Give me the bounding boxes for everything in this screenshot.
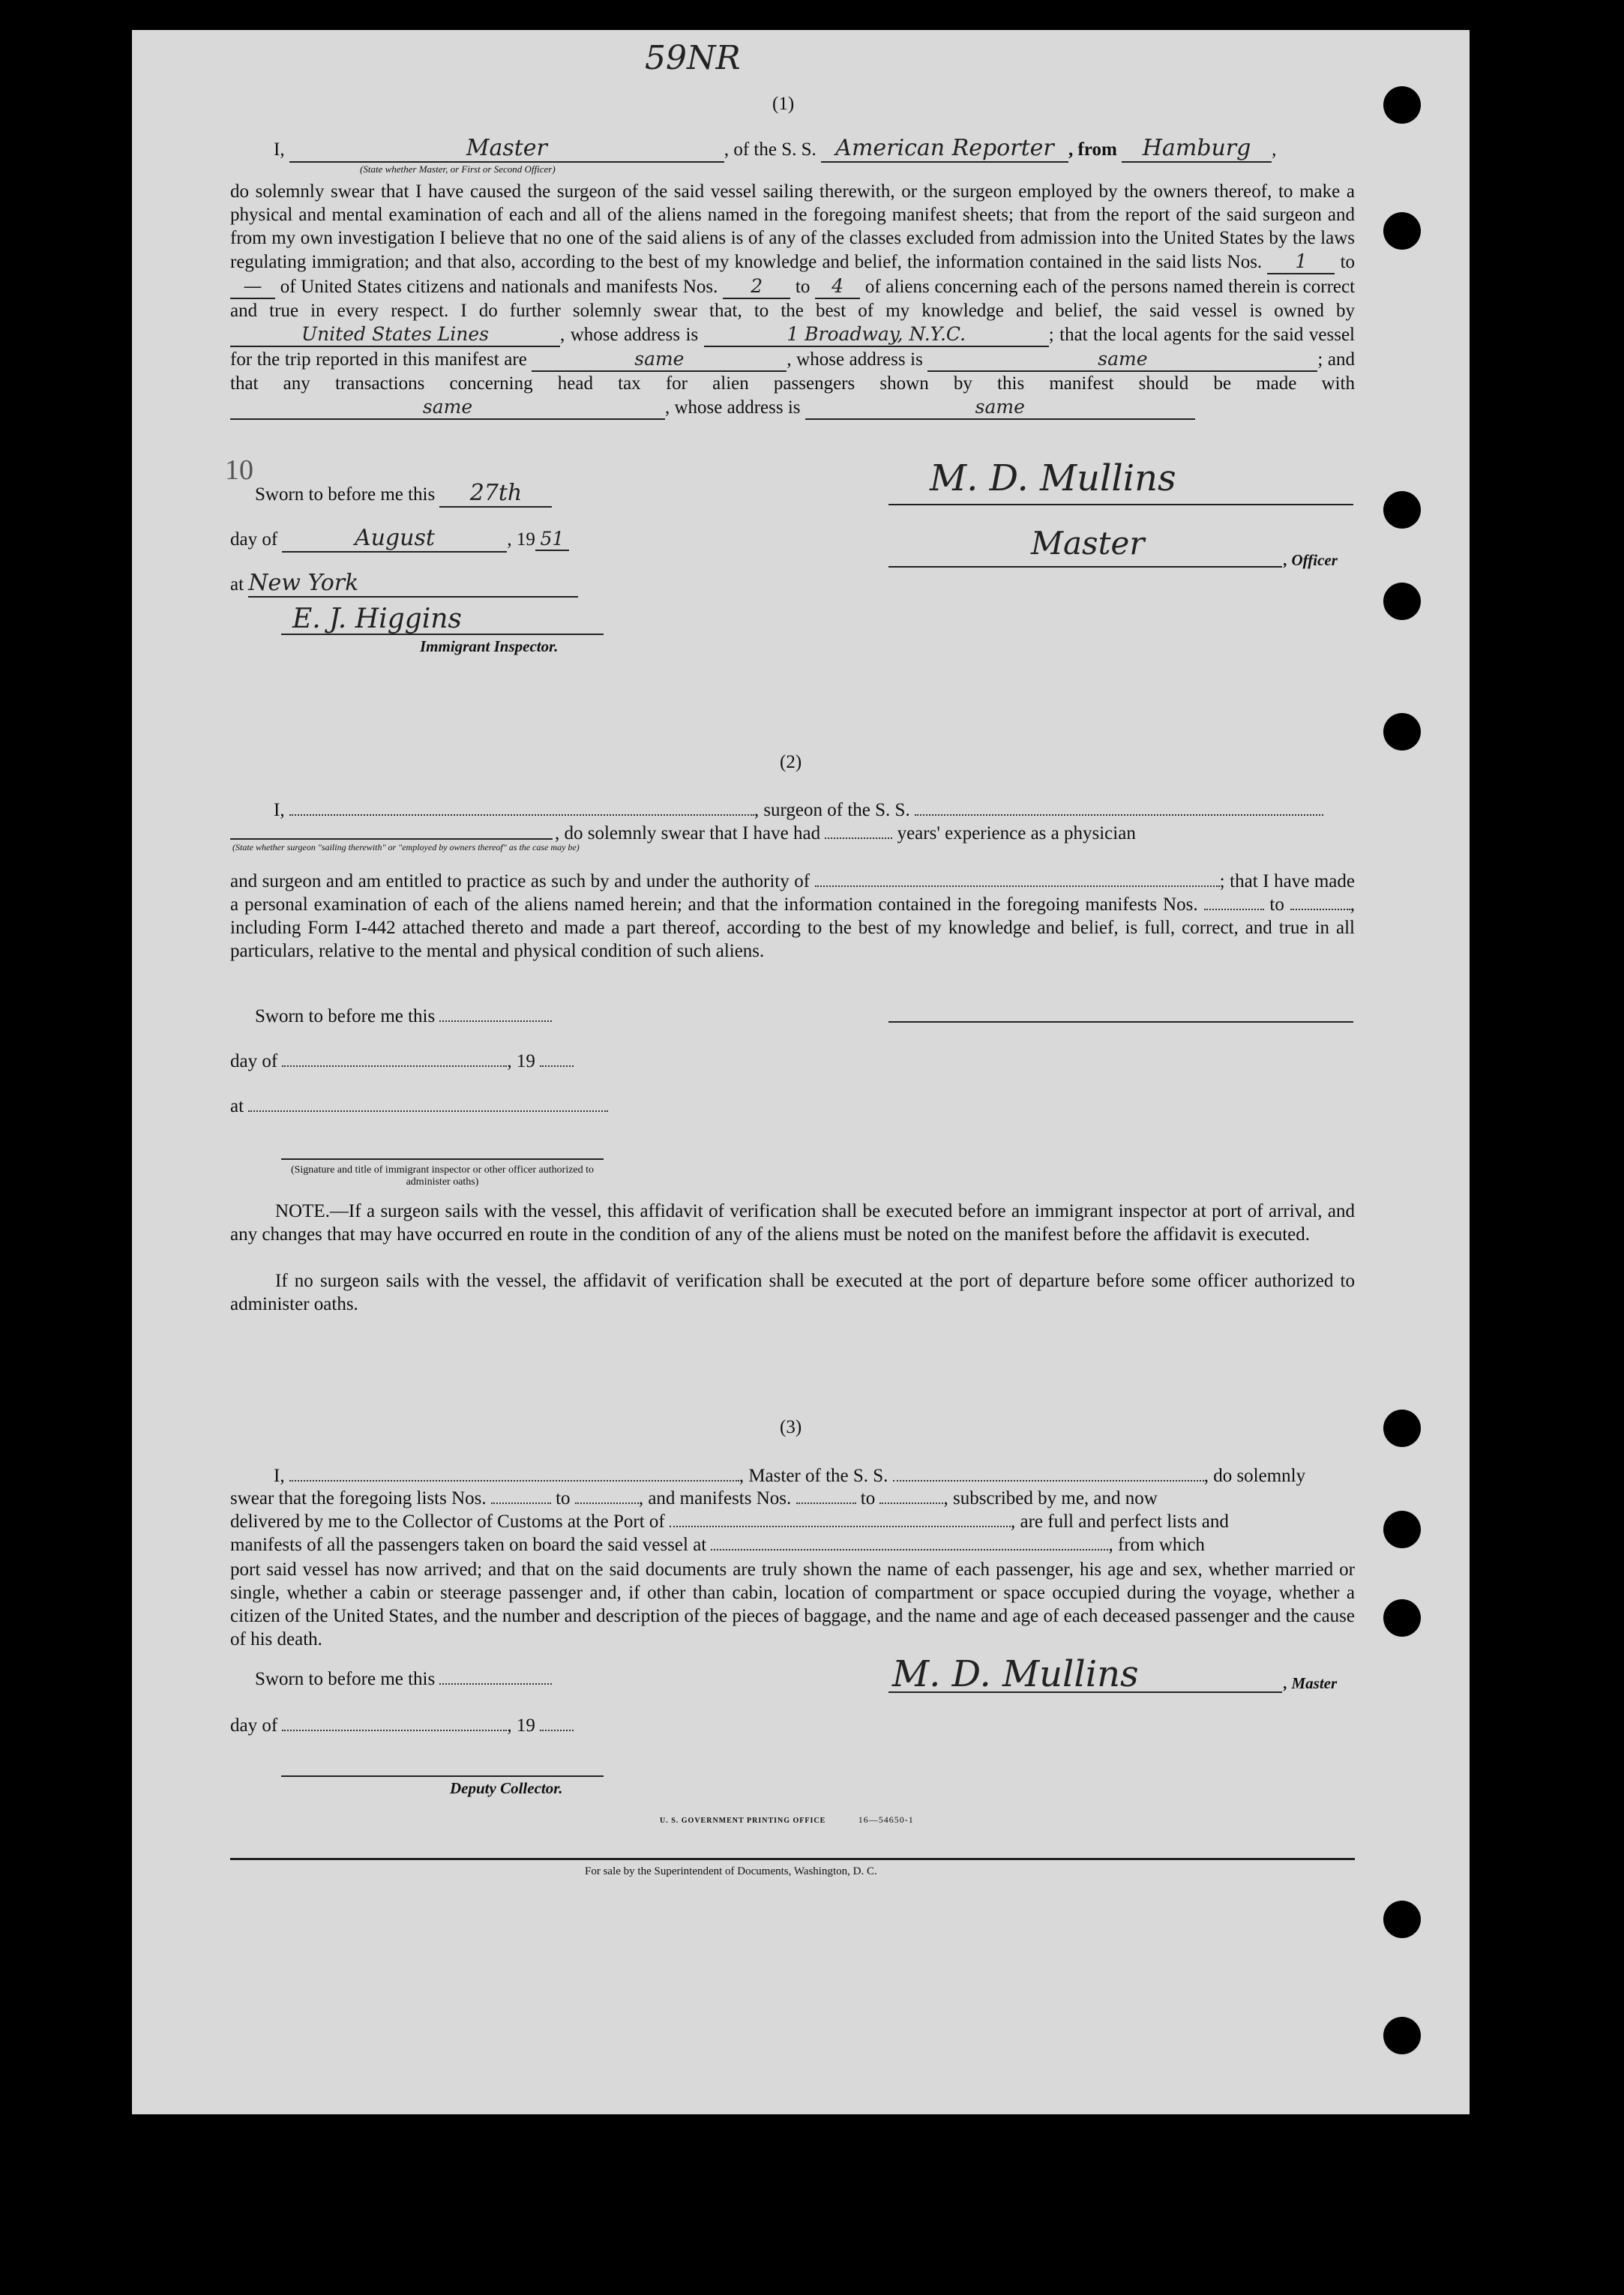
handwritten-stamp: 59NR: [645, 39, 741, 77]
s2-signature-caption: (Signature and title of immigrant inspector or other officer authorized to administer oaths): [290, 1164, 595, 1188]
binder-hole: [1383, 1511, 1421, 1548]
to-word: to: [1269, 894, 1284, 915]
binder-hole: [1383, 583, 1421, 620]
port-from-field: Hamburg: [1122, 135, 1272, 163]
collector-line: [281, 1775, 604, 1777]
note-paragraph-2: [230, 1269, 1355, 1316]
owner-field: United States Lines: [230, 322, 560, 347]
section-1-body: [230, 180, 1355, 420]
s3-lists-to: [575, 1503, 639, 1504]
s2-place-field: [248, 1110, 608, 1112]
officer-caption: , Officer: [1284, 551, 1338, 569]
s3-text: , from which: [1108, 1535, 1205, 1555]
s3-text: , subscribed by me, and now: [943, 1488, 1158, 1509]
inspector-signature-line: [281, 634, 604, 635]
section-2-line-1: [274, 800, 1323, 821]
inspector-signature: E. J. Higgins: [292, 604, 462, 634]
surgeon-ship-field: [915, 814, 1323, 816]
head-tax-address-field: same: [805, 395, 1195, 420]
section-1-number: (1): [772, 94, 795, 114]
s3-text: manifests of all the passengers taken on board the said vessel at: [230, 1535, 707, 1555]
s3-port-field: [670, 1526, 1011, 1527]
of-ss-label: , of the S. S.: [724, 139, 816, 160]
i-label: I,: [274, 800, 285, 820]
s2-month-field: [282, 1065, 507, 1067]
master-signature-line: [888, 504, 1353, 505]
s3-year-field: [540, 1730, 574, 1731]
lists-from-field: 1: [1267, 250, 1335, 274]
s2-sworn-line: [255, 1006, 552, 1027]
manifests-to-field: 4: [815, 274, 860, 299]
agents-field: same: [532, 347, 787, 372]
section-3-line-3: [230, 1512, 1229, 1532]
s2-at-line: [230, 1096, 608, 1117]
section-3-line-2: [230, 1488, 1158, 1509]
officer-line: [888, 566, 1282, 568]
at-label: at: [230, 574, 244, 595]
years-exp-label: years' experience as a physician: [897, 823, 1136, 843]
surgeon-name-field: [289, 814, 754, 816]
form-code: 16—54650-1: [858, 1814, 914, 1825]
year-prefix: , 19: [507, 1051, 535, 1071]
authority-field: [815, 885, 1220, 887]
head-tax-party-field: same: [230, 395, 665, 420]
do-solemnly-label: , do solemnly: [1203, 1466, 1306, 1486]
body-text-c: , including Form I-442 attached thereto and made a part thereof, according to the best of my knowledge and belief, is full, correct, and true in all particulars, relative to the mental and physical condition of such aliens.: [230, 894, 1356, 961]
s3-sworn-line: [255, 1669, 552, 1690]
whose-address-label: , whose address is: [560, 325, 699, 345]
gpo-text: U. S. GOVERNMENT PRINTING OFFICE: [660, 1817, 826, 1825]
s3-manifests-to: [879, 1503, 943, 1504]
s2-inspector-line: [281, 1158, 604, 1160]
note-1: NOTE.—If a surgeon sails with the vessel, this affidavit of verification shall be executed before an immigrant inspector at port of arrival, and any changes that may have occurred en route in the condition of any of the aliens must be noted on the manifest before the affidavit is executed.: [230, 1201, 1355, 1245]
body-text-d: ; that the local agents for the said vessel for the trip reported in this manifest are: [230, 325, 1356, 370]
body-text-c: of aliens concerning each of the persons named therein is correct and true in every respect. I do further solemnly swear that, to the best of my knowledge and belief, the said vessel is owned by: [230, 277, 1356, 321]
manifests-from-field: 2: [723, 274, 790, 299]
section-3-number: (3): [780, 1417, 802, 1437]
line-mid-label: , do solemnly swear that I have had: [555, 823, 821, 843]
s3-sworn-day-field: [439, 1683, 552, 1685]
s3-departure-field: [711, 1549, 1108, 1550]
owner-address-field: 1 Broadway, N.Y.C.: [704, 322, 1049, 347]
sworn-label: Sworn to before me this: [255, 1669, 436, 1689]
years-field: [825, 837, 892, 839]
officer-rank-field: Master: [289, 135, 724, 163]
to-word: to: [556, 1488, 571, 1509]
year-prefix: , 19: [507, 1715, 535, 1736]
ship-name-field: American Reporter: [821, 135, 1068, 163]
to-word: to: [795, 277, 811, 297]
s2-signature-line: [888, 1021, 1353, 1023]
note-paragraph: [230, 1200, 1355, 1246]
body-text-e: , whose address is: [787, 349, 923, 370]
s3-master-signature: M. D. Mullins: [892, 1653, 1139, 1695]
body-text-g: , whose address is: [665, 397, 801, 418]
footer-rule: [230, 1858, 1355, 1860]
s3-text: delivered by me to the Collector of Customs at the Port of: [230, 1512, 665, 1532]
s3-text: , are full and perfect lists and: [1011, 1512, 1229, 1532]
day-of-label: day of: [230, 1715, 278, 1736]
surgeon-caption: (State whether surgeon "sailing therewith" or "employed by owners thereof" as the case may be): [232, 842, 580, 852]
s3-day-of-line: [230, 1715, 574, 1736]
s3-master-name-field: [289, 1480, 739, 1482]
s3-body: port said vessel has now arrived; and that on the said documents are truly shown the name of each passenger, his age and sex, whether married or single, whether a cabin or steerage passenger and, if other than cabin, location of compartment or space occupied during the voyage, whether a citizen of the United States, and the number and description of the pieces of baggage, and the name and age of each deceased passenger and the cause of his death.: [230, 1559, 1355, 1649]
manifests-to-field: [1290, 909, 1350, 910]
binder-hole: [1383, 212, 1421, 250]
at-label: at: [230, 1096, 244, 1116]
body-text-f: ; and that any transactions concerning head tax for alien passengers shown by this manifest should be made with: [230, 349, 1355, 394]
s3-master-line: [888, 1691, 1282, 1693]
master-of-label: , Master of the S. S.: [739, 1466, 888, 1486]
binder-hole: [1383, 491, 1421, 529]
section-2-number: (2): [780, 752, 802, 772]
sworn-label: Sworn to before me this: [255, 484, 436, 505]
s3-manifests-from: [796, 1503, 856, 1504]
collector-caption: Deputy Collector.: [450, 1779, 563, 1797]
body-text-a: and surgeon and am entitled to practice as such by and under the authority of: [230, 871, 811, 891]
day-of-label: day of: [230, 529, 278, 550]
year-field: 51: [535, 528, 569, 551]
officer-title: Master: [1031, 525, 1145, 562]
rank-caption: (State whether Master, or First or Second Officer): [360, 163, 556, 175]
body-text-b: that I have made a personal examination of each of the aliens named herein; and that the information contained in the foregoing manifests Nos.: [230, 871, 1355, 915]
binder-hole: [1383, 1410, 1421, 1447]
to-word: to: [1340, 252, 1356, 272]
s3-text: swear that the foregoing lists Nos.: [230, 1488, 487, 1509]
lists-to-field: —: [230, 274, 275, 299]
s3-text: , and manifests Nos.: [638, 1488, 792, 1509]
manifests-from-field: [1204, 909, 1264, 910]
binder-hole: [1383, 713, 1421, 751]
section-2-line-2: [555, 823, 1136, 844]
gpo-imprint: [660, 1814, 914, 1826]
section-3-body: [230, 1558, 1355, 1651]
master-signature: M. D. Mullins: [930, 457, 1176, 499]
section-3-line-1: [274, 1466, 1305, 1487]
inspector-caption: Immigrant Inspector.: [420, 637, 559, 655]
at-line: [230, 570, 578, 598]
day-of-label: day of: [230, 1051, 278, 1071]
from-label: , from: [1068, 139, 1117, 160]
day-of-line: [230, 525, 569, 553]
i-label: I,: [274, 139, 285, 160]
binder-hole: [1383, 2017, 1421, 2054]
section-2-body: and surgeon and am entitled to practice as such by and under the authority of ; that I have made a personal examination of each of the aliens named herein; and that the information contained in the foregoing manifests Nos. to , including Form I-442 attached thereto and made a part thereof, according to the best of my knowledge and belief, is full, correct, and true in all particulars, relative to the mental and physical condition of such aliens.: [230, 871, 1356, 961]
i-label: I,: [274, 1466, 285, 1486]
s2-sworn-day-field: [439, 1020, 552, 1022]
year-prefix: , 19: [507, 529, 535, 550]
s3-month-field: [282, 1730, 507, 1731]
binder-hole: [1383, 1599, 1421, 1637]
binder-hole: [1383, 86, 1421, 124]
section-1-line-1: I, Master , of the S. S. American Reporter , from Hamburg ,: [274, 135, 1277, 161]
surgeon-of-label: , surgeon of the S. S.: [754, 800, 910, 820]
s3-master-caption: , Master: [1284, 1674, 1338, 1692]
binder-hole: [1383, 1901, 1421, 1938]
surgeon-status-line: [230, 838, 553, 840]
margin-mark: 10: [225, 454, 253, 486]
agents-address-field: same: [927, 347, 1317, 372]
section-3-line-4: [230, 1535, 1205, 1556]
s3-ship-field: [893, 1480, 1204, 1482]
s3-lists-from: [491, 1503, 551, 1504]
to-word: to: [860, 1488, 876, 1509]
sale-notice: For sale by the Superintendent of Documents, Washington, D. C.: [585, 1865, 877, 1877]
sworn-label: Sworn to before me this: [255, 1006, 436, 1026]
body-text-a: do solemnly swear that I have caused the surgeon of the said vessel sailing therewith, or the surgeon employed by the owners thereof, to make a physical and mental examination of each and all of the aliens named in the foregoing manifest sheets; that from the report of the said surgeon and from my own investigation I believe that no one of the said aliens is of any of the classes excluded from admission into the United States by the laws regulating immigration; and that also, according to the best of my knowledge and belief, the information contained in the said lists Nos.: [230, 181, 1355, 272]
month-field: August: [282, 525, 507, 553]
sworn-day-field: 27th: [439, 480, 552, 508]
s2-day-of-line: [230, 1051, 574, 1072]
note-2: If no surgeon sails with the vessel, the affidavit of verification shall be executed at the port of departure before some officer authorized to administer oaths.: [230, 1271, 1355, 1314]
body-text-b: of United States citizens and nationals and manifests Nos.: [280, 277, 718, 297]
place-field: New York: [248, 570, 578, 598]
sworn-line: [255, 480, 552, 508]
s2-year-field: [540, 1065, 574, 1067]
